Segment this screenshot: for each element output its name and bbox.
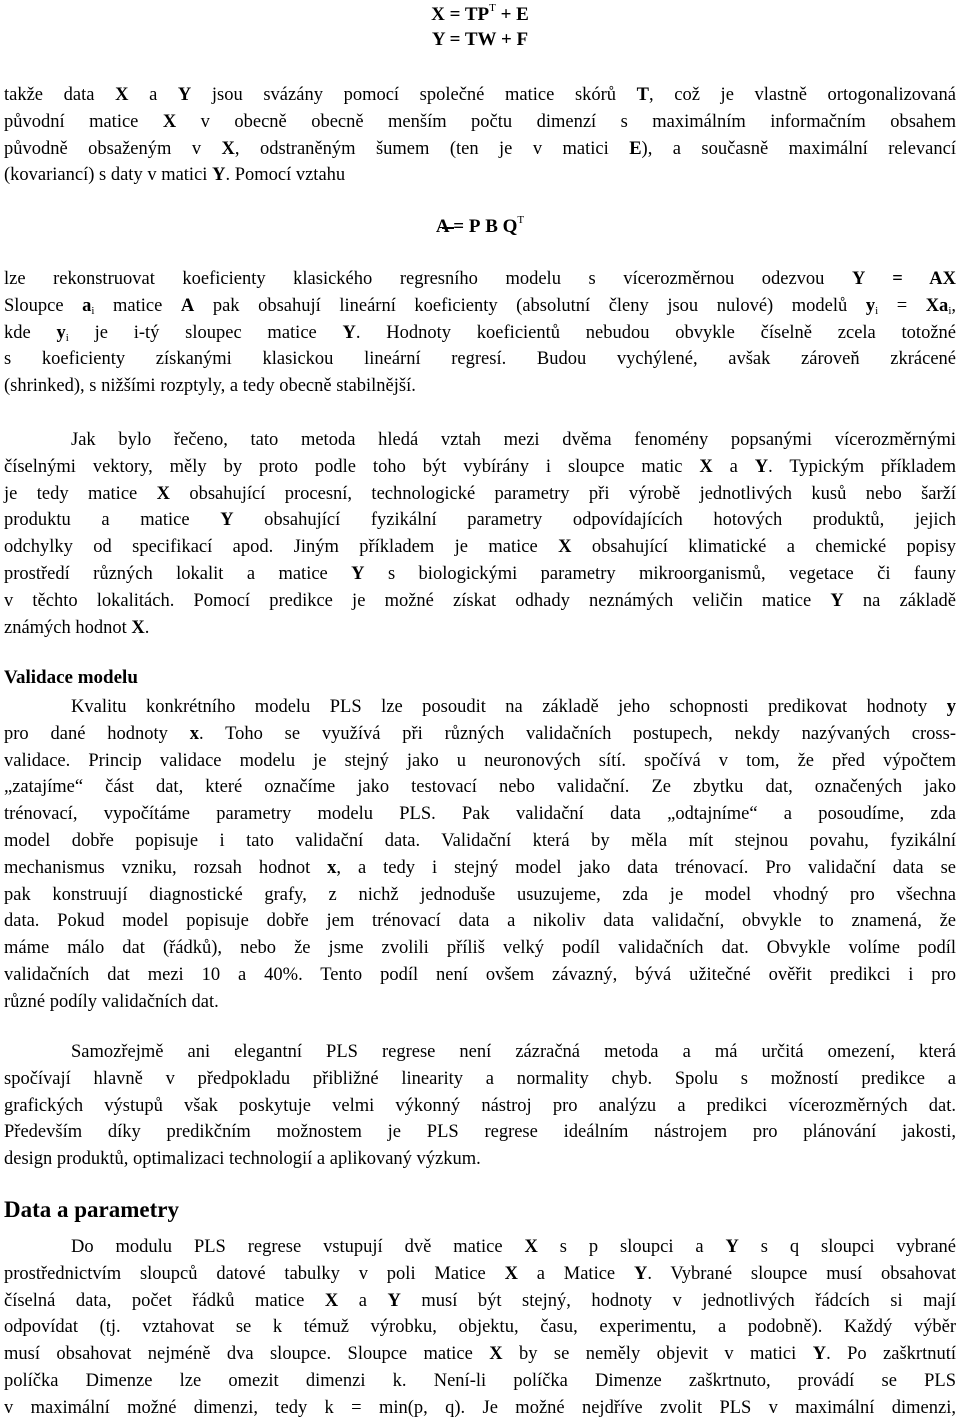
paragraph-1 bbox=[4, 82, 956, 189]
paragraph-data-parametry bbox=[4, 1234, 956, 1422]
line: pak konstruují diagnostické grafy, z nichž jednoduše usuzujeme, zda je model vhodný pro všechna bbox=[4, 884, 956, 905]
line: musí obsahovat nejméně dva sloupce. Sloupce matice X by se neměly objevit v matici Y. Po zaškrtnutí bbox=[4, 1344, 956, 1365]
line: je tedy matice X obsahující procesní, technologické parametry při výrobě jednotlivých kusů nebo šarží bbox=[4, 483, 956, 504]
line: Kvalitu konkrétního modelu PLS lze posoudit na základě jeho schopnosti predikovat hodnoty y bbox=[71, 697, 956, 717]
equation-x bbox=[0, 2, 960, 26]
equation-y: Y = TW + F bbox=[431, 29, 529, 50]
line: data. Pokud model popisuje dobře jem trénovací data a nikoliv data validační, obvykle to znamená, že bbox=[4, 911, 956, 932]
equation-a-rhs: B Q bbox=[480, 216, 518, 237]
line: trénovací, vypočítáme parametry modelu PLS. Pak validační data „odtajníme“ a posoudíme, zda bbox=[4, 804, 956, 825]
line: políčka Dimenze lze omezit dimenzi k. Není-li políčka Dimenze zaškrtnuto, provádí se PLS bbox=[4, 1370, 956, 1391]
line: původně obsaženým v X, odstraněným šumem (ten je v matici E), a současně maximální relevancí bbox=[4, 138, 956, 159]
line: odchylky od specifikací apod. Jiným příkladem je matice X obsahující klimatické a chemické popisy bbox=[4, 537, 956, 558]
equation-x-rhs: + E bbox=[495, 4, 529, 25]
line: číselná data, počet řádků matice X a Y musí být stejný, hodnoty v jednotlivých řádcích si mají bbox=[4, 1290, 956, 1311]
line: takže data X a Y jsou svázány pomocí společné matice skórů T, což je vlastně ortogonalizovaná bbox=[4, 85, 956, 105]
line: validačních dat mezi 10 a 40%. Tento podíl není ovšem závazný, bývá užitečné ověřit predikci i pro bbox=[4, 964, 956, 985]
line: prostřednictvím sloupců datové tabulky v poli Matice X a Matice Y. Vybrané sloupce musí obsahovat bbox=[4, 1263, 957, 1284]
line: (shrinked), s nižšími rozptyly, a tedy obecně stabilnější. bbox=[4, 376, 416, 397]
line: číselnými vektory, měly by proto podle toho být vybírány i sloupce matic X a Y. Typickým příkladem bbox=[4, 456, 957, 477]
line: odpovídat (tj. vztahovat se k témuž výrobku, objektu, času, experimentu, a podobně). Každý výběr bbox=[4, 1317, 956, 1338]
line: (kovariancí) s daty v matici Y. Pomocí vztahu bbox=[4, 165, 346, 186]
line: Samozřejmě ani elegantní PLS regrese není zázračná metoda a má určitá omezení, která bbox=[71, 1042, 956, 1062]
equation-x-sup: T bbox=[489, 2, 496, 14]
equation-x-lhs: X = TP bbox=[431, 4, 490, 25]
line: design produktů, optimalizaci technologií a aplikovaný výzkum. bbox=[4, 1149, 481, 1170]
line: známých hodnot X. bbox=[4, 617, 150, 638]
paragraph-2 bbox=[4, 266, 956, 400]
paragraph-validace bbox=[4, 694, 956, 1016]
line: produktu a matice Y obsahující fyzikální parametry odpovídajících hotových produktů, jejich bbox=[4, 510, 956, 531]
line: v těchto lokalitách. Pomocí predikce je možné získat odhady neznámých veličin matice Y na základě bbox=[4, 590, 957, 611]
line: prostředí různých lokalit a matice Y s biologickými parametry mikroorganismů, vegetace či fauny bbox=[4, 563, 956, 584]
line: kde $y_i$ je i-tý sloupec matice Y. Hodnoty koeficientů nebudou obvykle číselně zcela totožné bbox=[4, 322, 956, 344]
line: Do modulu PLS regrese vstupují dvě matice X s p sloupci a Y s q sloupci vybrané bbox=[71, 1237, 956, 1257]
line: mechanismus vzniku, rozsah hodnot x, a tedy i stejný model jako data trénovací. Pro validační data se bbox=[4, 857, 956, 878]
line: spočívají hlavně v předpokladu přibližné linearity a normality chyb. Spolu s možností predikce a bbox=[4, 1068, 956, 1089]
line: model dobře popisuje i tato validační data. Validační která by měla mít stejnou povahu, fyzikální bbox=[4, 830, 956, 851]
paragraph-5 bbox=[4, 1039, 956, 1173]
line: validace. Princip validace modelu je stejný jako u neuronových sítí. spočívá v tom, že před výpočtem bbox=[4, 750, 956, 771]
line: Jak bylo řečeno, tato metoda hledá vztah mezi dvěma fenomény popsanými vícerozměrnými bbox=[71, 430, 956, 450]
line: různé podíly validačních dat. bbox=[4, 991, 219, 1012]
section-heading-validace: Validace modelu bbox=[4, 667, 138, 688]
line: lze rekonstruovat koeficienty klasického regresního modelu s vícerozměrnou odezvou Y = AX bbox=[4, 269, 956, 289]
line: původní matice X v obecně obecně menším počtu dimenzí s maximálním informačním obsahem bbox=[4, 111, 956, 132]
line: pro dané hodnoty x. Toho se využívá při různých validačních postupech, nekdy nazývaných cross- bbox=[4, 723, 956, 744]
equation-a-lhs: A = P bbox=[435, 216, 481, 237]
equation-a-sup: T bbox=[517, 214, 525, 226]
paragraph-3 bbox=[4, 427, 956, 641]
equation-a bbox=[0, 214, 960, 238]
line: Sloupce $a_i$ matice A pak obsahují lineární koeficienty (absolutní členy jsou nulové) modelů $y_i = Xa_i$, bbox=[4, 295, 956, 317]
line: grafických výstupů však poskytuje velmi výkonný nástroj pro analýzu a predikci vícerozměrných dat. bbox=[4, 1095, 956, 1116]
line: s koeficienty získanými klasickou lineární regresí. Budou vychýlené, avšak zároveň zkrácené bbox=[4, 349, 956, 370]
line: „zatajíme“ část dat, které označíme jako testovací nebo validační. Ze zbytku dat, označených jako bbox=[4, 777, 956, 798]
section-heading-data-parametry: Data a parametry bbox=[4, 1197, 180, 1222]
line: Především díky predikčním možnostem je PLS regrese ideálním nástrojem pro plánování jakosti, bbox=[4, 1122, 956, 1143]
line: máme málo dat (řádků), nebo že jsme zvolili příliš velký podíl validačních dat. Obvykle volíme podíl bbox=[4, 938, 956, 959]
line: v maximální možné dimenzi, tedy k = min(p, q). Je možné nejdříve zvolit PLS v maximální dimenzi, bbox=[4, 1397, 956, 1418]
